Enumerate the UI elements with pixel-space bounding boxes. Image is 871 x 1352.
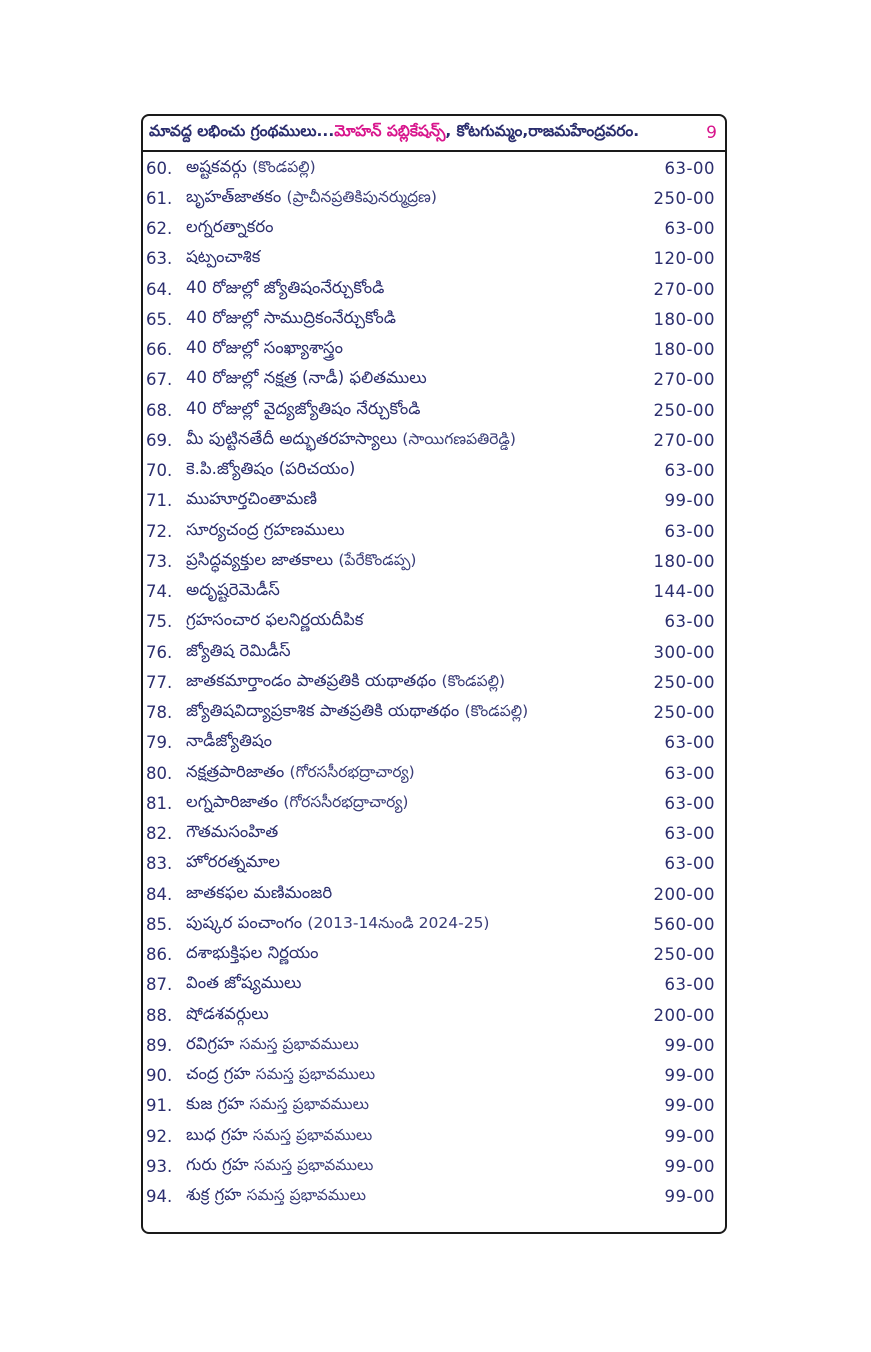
book-title-cell: [186, 610, 635, 633]
list-item: [146, 1030, 715, 1060]
list-item: [146, 728, 715, 758]
book-price: 180-00: [653, 309, 715, 329]
item-number: 94.: [146, 1187, 173, 1207]
book-title-cell: [186, 520, 635, 543]
item-number: 68.: [146, 400, 173, 420]
item-number: 66.: [146, 340, 173, 360]
list-item: [146, 486, 715, 516]
item-number: 85.: [146, 914, 173, 934]
book-title: షట్పంచాశిక: [186, 247, 261, 267]
publisher-location: , కోటగుమ్మం,రాజమహేంద్రవరం.: [445, 122, 640, 140]
list-item: [146, 1000, 715, 1030]
item-number: 84.: [146, 884, 173, 904]
book-price: 63-00: [664, 975, 715, 995]
book-title-cell: [186, 187, 635, 210]
book-note: (ప్రాచీనప్రతికిపునర్ముద్రణ): [286, 187, 437, 206]
item-number: 77.: [146, 672, 173, 692]
book-price: 560-00: [653, 914, 715, 934]
book-title-cell: [186, 641, 635, 664]
book-price: 250-00: [653, 188, 715, 208]
item-number: 93.: [146, 1156, 173, 1176]
book-price: 200-00: [653, 1005, 715, 1025]
book-title-cell: [186, 943, 635, 966]
book-price: 99-00: [664, 491, 715, 511]
book-title: లగ్నపారిజాతం: [186, 791, 279, 811]
book-price: 270-00: [653, 370, 715, 390]
item-number: 88.: [146, 1005, 173, 1025]
book-note: సమస్త ప్రభావములు: [249, 1095, 369, 1114]
book-price: 99-00: [664, 1035, 715, 1055]
book-title: శుక్ర గ్రహ: [186, 1185, 242, 1205]
book-title-cell: [186, 489, 635, 512]
book-note: (కొండపల్లి): [464, 702, 529, 721]
book-title: వింత జోష్యములు: [186, 973, 302, 993]
book-title-cell: [186, 580, 635, 603]
book-title: మీ పుట్టినతేదీ అద్భుతరహస్యాలు: [186, 428, 398, 448]
list-item: [146, 1061, 715, 1091]
book-title: లగ్నరత్నాకరం: [186, 217, 274, 237]
list-item: [146, 456, 715, 486]
header-lead: మావద్ద లభించు గ్రంథములు...: [149, 122, 335, 140]
book-title-cell: [186, 399, 635, 422]
list-item: [146, 788, 715, 818]
item-number: 76.: [146, 642, 173, 662]
page-header: [143, 116, 725, 152]
book-price: 99-00: [664, 1187, 715, 1207]
book-price: 180-00: [653, 551, 715, 571]
book-list: [146, 153, 715, 1212]
book-title: రవిగ్రహ: [186, 1033, 235, 1053]
book-title-cell: [186, 550, 635, 573]
book-title: బృహత్‌జాతకం: [186, 186, 282, 206]
book-title-cell: [186, 913, 635, 936]
item-number: 92.: [146, 1126, 173, 1146]
book-price: 63-00: [664, 219, 715, 239]
book-list-frame: [141, 114, 727, 1234]
book-title: జాతకమార్తాండం పాతప్రతికి యథాతథం: [186, 670, 437, 690]
book-note: (సాయిగణపతిరెడ్డి): [402, 429, 516, 448]
book-title: 40 రోజుల్లో నక్షత్ర (నాడీ) ఫలితములు: [186, 368, 427, 388]
book-title: ముహూర్తచింతామణి: [186, 489, 318, 509]
book-price: 250-00: [653, 945, 715, 965]
publisher-name: మోహన్ పబ్లికేషన్స్: [334, 122, 446, 140]
book-title-cell: [186, 247, 635, 270]
book-price: 120-00: [653, 249, 715, 269]
book-title: జ్యోతిషవిద్యాప్రకాశిక పాతప్రతికి యథాతథం: [186, 701, 460, 721]
book-title: 40 రోజుల్లో జ్యోతిషంనేర్చుకోండి: [186, 277, 385, 297]
list-item: [146, 365, 715, 395]
book-title-cell: [186, 701, 635, 724]
list-item: [146, 335, 715, 365]
book-price: 63-00: [664, 854, 715, 874]
book-price: 63-00: [664, 733, 715, 753]
book-note: సమస్త ప్రభావములు: [255, 1065, 376, 1084]
book-price: 300-00: [653, 642, 715, 662]
book-title: అష్టకవర్గు: [186, 156, 247, 176]
book-price: 250-00: [653, 672, 715, 692]
list-item: [146, 183, 715, 213]
book-title-cell: [186, 1094, 635, 1117]
list-item: [146, 1121, 715, 1151]
list-item: [146, 516, 715, 546]
book-note: సమస్త ప్రభావములు: [253, 1155, 374, 1174]
book-title-cell: [186, 157, 635, 180]
book-note: సమస్త ప్రభావములు: [246, 1186, 366, 1205]
book-title-cell: [186, 368, 635, 391]
list-item: [146, 667, 715, 697]
list-item: [146, 214, 715, 244]
book-price: 180-00: [653, 340, 715, 360]
book-title-cell: [186, 852, 635, 875]
item-number: 61.: [146, 188, 173, 208]
book-title: నక్షత్రపారిజాతం: [186, 761, 285, 781]
book-title: హోరరత్నమాల: [186, 852, 280, 872]
book-price: 63-00: [664, 763, 715, 783]
book-title-cell: [186, 1004, 635, 1027]
book-title: జాతకఫల మణిమంజరి: [186, 882, 333, 902]
book-title-cell: [186, 731, 635, 754]
item-number: 75.: [146, 612, 173, 632]
book-title-cell: [186, 338, 635, 361]
list-item: [146, 1182, 715, 1212]
list-item: [146, 849, 715, 879]
book-note: సమస్త ప్రభావములు: [252, 1125, 373, 1144]
list-item: [146, 244, 715, 274]
list-item: [146, 637, 715, 667]
book-title-cell: [186, 883, 635, 906]
book-title-cell: [186, 1155, 635, 1178]
book-title: గురు గ్రహ: [186, 1154, 249, 1174]
book-title-cell: [186, 429, 635, 452]
list-item: [146, 546, 715, 576]
book-note: (గోరససీరభద్రాచార్య): [289, 762, 415, 781]
book-title-cell: [186, 671, 635, 694]
item-number: 90.: [146, 1066, 173, 1086]
list-item: [146, 1091, 715, 1121]
item-number: 73.: [146, 551, 173, 571]
book-price: 63-00: [664, 461, 715, 481]
item-number: 62.: [146, 219, 173, 239]
item-number: 64.: [146, 279, 173, 299]
item-number: 89.: [146, 1035, 173, 1055]
page-number: 9: [706, 123, 717, 143]
book-title-cell: [186, 217, 635, 240]
book-title: చంద్ర గ్రహ: [186, 1064, 251, 1084]
item-number: 81.: [146, 793, 173, 813]
book-price: 63-00: [664, 521, 715, 541]
list-item: [146, 577, 715, 607]
book-title: 40 రోజుల్లో సాముద్రికంనేర్చుకోండి: [186, 307, 396, 327]
book-note: (గోరససీరభద్రాచార్య): [283, 792, 409, 811]
book-title-cell: [186, 1125, 635, 1148]
book-note: (2013-14నుండి 2024-25): [307, 913, 490, 932]
list-item: [146, 970, 715, 1000]
list-item: [146, 819, 715, 849]
book-price: 63-00: [664, 824, 715, 844]
book-title: నాడీజ్యోతిషం: [186, 731, 273, 751]
book-title: ప్రసిద్ధవ్యక్తుల జాతకాలు: [186, 549, 334, 569]
book-title-cell: [186, 278, 635, 301]
item-number: 87.: [146, 975, 173, 995]
item-number: 63.: [146, 249, 173, 269]
book-note: (కొండపల్లి): [252, 157, 316, 176]
item-number: 74.: [146, 582, 173, 602]
book-title-cell: [186, 822, 635, 845]
book-price: 99-00: [664, 1096, 715, 1116]
item-number: 80.: [146, 763, 173, 783]
book-price: 63-00: [664, 158, 715, 178]
book-title: 40 రోజుల్లో సంఖ్యాశాస్త్రం: [186, 338, 343, 358]
book-price: 99-00: [664, 1156, 715, 1176]
book-title-cell: [186, 1064, 635, 1087]
book-title: గౌతమసంహిత: [186, 822, 279, 842]
list-item: [146, 698, 715, 728]
book-note: (పేరేకొండప్ప): [338, 550, 417, 569]
book-title-cell: [186, 308, 635, 331]
book-note: (కొండపల్లి): [441, 671, 506, 690]
item-number: 82.: [146, 824, 173, 844]
list-item: [146, 304, 715, 334]
item-number: 79.: [146, 733, 173, 753]
item-number: 91.: [146, 1096, 173, 1116]
list-item: [146, 425, 715, 455]
item-number: 60.: [146, 158, 173, 178]
book-title: గ్రహసంచార ఫలనిర్ణయదీపిక: [186, 610, 364, 630]
book-price: 270-00: [653, 430, 715, 450]
item-number: 65.: [146, 309, 173, 329]
item-number: 78.: [146, 703, 173, 723]
book-title: అదృష్టరెమెడీస్: [186, 580, 280, 600]
book-price: 200-00: [653, 884, 715, 904]
list-item: [146, 879, 715, 909]
item-number: 86.: [146, 945, 173, 965]
book-note: సమస్త ప్రభావములు: [239, 1034, 359, 1053]
item-number: 72.: [146, 521, 173, 541]
item-number: 70.: [146, 461, 173, 481]
book-title-cell: [186, 1034, 635, 1057]
book-price: 63-00: [664, 612, 715, 632]
item-number: 67.: [146, 370, 173, 390]
book-title: జ్యోతిష రెమిడీస్: [186, 640, 291, 660]
book-title-cell: [186, 973, 635, 996]
list-item: [146, 940, 715, 970]
book-title: కె.పి.జ్యోతిషం (పరిచయం): [186, 459, 356, 479]
item-number: 83.: [146, 854, 173, 874]
book-title-cell: [186, 762, 635, 785]
item-number: 71.: [146, 491, 173, 511]
book-title: సూర్యచంద్ర గ్రహణములు: [186, 519, 345, 539]
book-title-cell: [186, 459, 635, 482]
list-item: [146, 607, 715, 637]
book-title: పుష్కర పంచాంగం: [186, 912, 303, 932]
list-item: [146, 153, 715, 183]
list-item: [146, 395, 715, 425]
book-title: 40 రోజుల్లో వైద్యజ్యోతిషం నేర్చుకోండి: [186, 398, 421, 418]
book-price: 250-00: [653, 703, 715, 723]
book-price: 250-00: [653, 400, 715, 420]
item-number: 69.: [146, 430, 173, 450]
list-item: [146, 758, 715, 788]
book-title: షోడశవర్గులు: [186, 1003, 269, 1023]
book-price: 99-00: [664, 1066, 715, 1086]
book-price: 99-00: [664, 1126, 715, 1146]
book-title: దశాభుక్తిఫల నిర్ణయం: [186, 943, 319, 963]
list-item: [146, 274, 715, 304]
book-price: 63-00: [664, 793, 715, 813]
list-item: [146, 909, 715, 939]
book-title-cell: [186, 1185, 635, 1208]
book-title: కుజ గ్రహ: [186, 1094, 245, 1114]
book-price: 144-00: [653, 582, 715, 602]
book-title-cell: [186, 792, 635, 815]
book-title: బుధ గ్రహ: [186, 1124, 248, 1144]
book-price: 270-00: [653, 279, 715, 299]
list-item: [146, 1151, 715, 1181]
